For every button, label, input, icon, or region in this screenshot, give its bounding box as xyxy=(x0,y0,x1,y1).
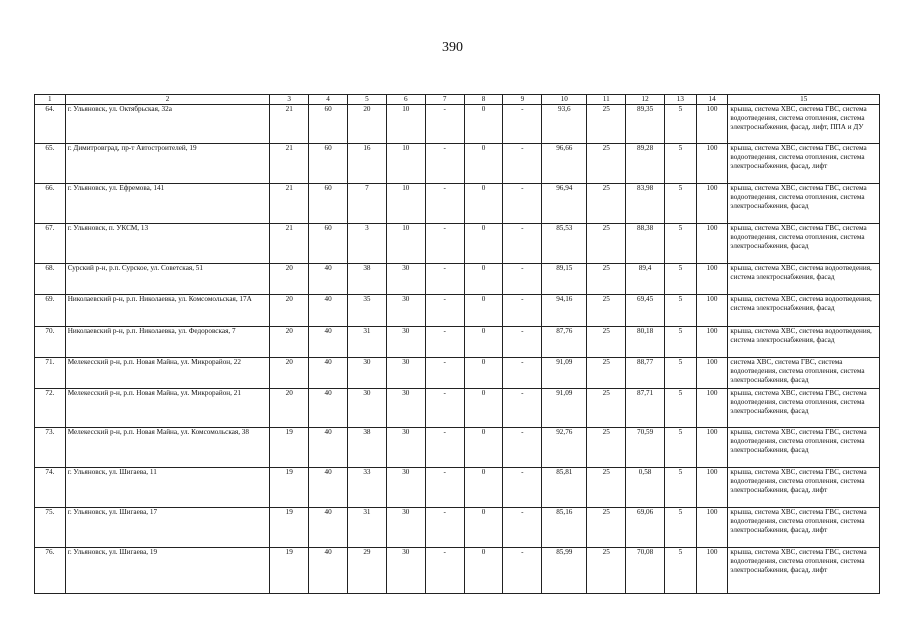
value-cell: 5 xyxy=(665,389,697,428)
table-row xyxy=(35,548,880,594)
value-cell: 19 xyxy=(270,428,309,468)
value-cell: 100 xyxy=(696,389,728,428)
row-number-cell: 74. xyxy=(35,468,66,508)
value-cell: 38 xyxy=(348,264,387,295)
value-cell: 100 xyxy=(696,358,728,389)
row-number-cell: 64. xyxy=(35,105,66,144)
column-number: 11 xyxy=(587,95,626,105)
address-cell: г. Ульяновск, ул. Октябрьская, 32а xyxy=(65,105,270,144)
value-cell: 0 xyxy=(464,468,503,508)
value-cell: 25 xyxy=(587,184,626,224)
row-number-cell: 65. xyxy=(35,144,66,184)
value-cell: 0 xyxy=(464,327,503,358)
value-cell: - xyxy=(503,548,542,594)
value-cell: 100 xyxy=(696,548,728,594)
value-cell: 40 xyxy=(309,264,348,295)
value-cell: 30 xyxy=(386,389,425,428)
value-cell: 5 xyxy=(665,144,697,184)
works-list-cell: крыша, система ХВС, система ГВС, система водоотведения, система отопления, система электроснабжения, фасад, лифт xyxy=(728,468,880,508)
value-cell: 0 xyxy=(464,508,503,548)
row-number-cell: 75. xyxy=(35,508,66,548)
value-cell: 20 xyxy=(270,327,309,358)
column-number: 9 xyxy=(503,95,542,105)
value-cell: 25 xyxy=(587,295,626,327)
value-cell: 80,18 xyxy=(626,327,665,358)
address-cell: г. Ульяновск, ул. Ефремова, 141 xyxy=(65,184,270,224)
value-cell: 25 xyxy=(587,358,626,389)
value-cell: 100 xyxy=(696,105,728,144)
value-cell: 10 xyxy=(386,224,425,264)
value-cell: 40 xyxy=(309,548,348,594)
works-list-cell: система ХВС, система ГВС, система водоотведения, система отопления, система электроснабжения, фасад xyxy=(728,358,880,389)
value-cell: 89,4 xyxy=(626,264,665,295)
column-number: 15 xyxy=(728,95,880,105)
value-cell: 25 xyxy=(587,105,626,144)
value-cell: 25 xyxy=(587,508,626,548)
value-cell: 30 xyxy=(386,358,425,389)
row-number-cell: 73. xyxy=(35,428,66,468)
column-number: 14 xyxy=(696,95,728,105)
value-cell: - xyxy=(503,508,542,548)
works-list-cell: крыша, система ХВС, система ГВС, система водоотведения, система отопления, система электроснабжения, фасад, лифт xyxy=(728,144,880,184)
works-list-cell: крыша, система ХВС, система ГВС, система водоотведения, система отопления, система электроснабжения, фасад xyxy=(728,224,880,264)
value-cell: 20 xyxy=(348,105,387,144)
value-cell: - xyxy=(425,508,464,548)
registry-table xyxy=(34,94,880,594)
works-list-cell: крыша, система ХВС, система ГВС, система водоотведения, система отопления, система электроснабжения, фасад xyxy=(728,184,880,224)
value-cell: 19 xyxy=(270,508,309,548)
value-cell: 7 xyxy=(348,184,387,224)
value-cell: 0,58 xyxy=(626,468,665,508)
value-cell: 85,81 xyxy=(542,468,587,508)
value-cell: 60 xyxy=(309,144,348,184)
value-cell: - xyxy=(503,468,542,508)
value-cell: - xyxy=(425,428,464,468)
works-list-cell: крыша, система ХВС, система ГВС, система водоотведения, система отопления, система электроснабжения, фасад xyxy=(728,389,880,428)
value-cell: 0 xyxy=(464,358,503,389)
value-cell: 92,76 xyxy=(542,428,587,468)
value-cell: 91,09 xyxy=(542,389,587,428)
table-row xyxy=(35,224,880,264)
address-cell: Николаевский р-н, р.п. Николаевка, ул. Комсомольская, 17А xyxy=(65,295,270,327)
value-cell: 20 xyxy=(270,358,309,389)
column-number: 5 xyxy=(348,95,387,105)
row-number-cell: 70. xyxy=(35,327,66,358)
value-cell: 0 xyxy=(464,105,503,144)
value-cell: - xyxy=(425,224,464,264)
value-cell: 0 xyxy=(464,184,503,224)
works-list-cell: крыша, система ХВС, система ГВС, система водоотведения, система отопления, система электроснабжения, фасад, лифт, ППА и ДУ xyxy=(728,105,880,144)
value-cell: 16 xyxy=(348,144,387,184)
value-cell: 29 xyxy=(348,548,387,594)
address-cell: Мелекесский р-н, р.п. Новая Майна, ул. Комсомольская, 38 xyxy=(65,428,270,468)
table-row xyxy=(35,428,880,468)
value-cell: 40 xyxy=(309,327,348,358)
value-cell: 83,98 xyxy=(626,184,665,224)
address-cell: Мелекесский р-н, р.п. Новая Майна, ул. Микрорайон, 21 xyxy=(65,389,270,428)
value-cell: 5 xyxy=(665,327,697,358)
value-cell: 40 xyxy=(309,389,348,428)
value-cell: - xyxy=(425,105,464,144)
value-cell: 60 xyxy=(309,184,348,224)
value-cell: 5 xyxy=(665,184,697,224)
works-list-cell: крыша, система ХВС, система ГВС, система водоотведения, система отопления, система электроснабжения, фасад, лифт xyxy=(728,508,880,548)
value-cell: 89,15 xyxy=(542,264,587,295)
table-row xyxy=(35,105,880,144)
address-cell: Сурский р-н, р.п. Сурское, ул. Советская, 51 xyxy=(65,264,270,295)
value-cell: 31 xyxy=(348,508,387,548)
value-cell: 100 xyxy=(696,428,728,468)
value-cell: 30 xyxy=(348,358,387,389)
value-cell: - xyxy=(425,468,464,508)
column-number: 3 xyxy=(270,95,309,105)
works-list-cell: крыша, система ХВС, система ГВС, система водоотведения, система отопления, система электроснабжения, фасад xyxy=(728,428,880,468)
value-cell: - xyxy=(503,224,542,264)
value-cell: 85,16 xyxy=(542,508,587,548)
value-cell: 20 xyxy=(270,295,309,327)
value-cell: 0 xyxy=(464,389,503,428)
value-cell: 69,45 xyxy=(626,295,665,327)
value-cell: 94,16 xyxy=(542,295,587,327)
value-cell: 21 xyxy=(270,224,309,264)
value-cell: - xyxy=(503,295,542,327)
value-cell: - xyxy=(503,264,542,295)
value-cell: 5 xyxy=(665,428,697,468)
value-cell: 25 xyxy=(587,264,626,295)
value-cell: 21 xyxy=(270,184,309,224)
value-cell: 25 xyxy=(587,224,626,264)
value-cell: 69,06 xyxy=(626,508,665,548)
column-number-row xyxy=(35,95,880,105)
value-cell: 5 xyxy=(665,548,697,594)
address-cell: г. Димитровград, пр-т Автостроителей, 19 xyxy=(65,144,270,184)
value-cell: - xyxy=(503,327,542,358)
value-cell: 30 xyxy=(386,548,425,594)
value-cell: - xyxy=(425,358,464,389)
address-cell: г. Ульяновск, ул. Шигаева, 11 xyxy=(65,468,270,508)
row-number-cell: 66. xyxy=(35,184,66,224)
value-cell: 93,6 xyxy=(542,105,587,144)
value-cell: 0 xyxy=(464,144,503,184)
value-cell: - xyxy=(503,105,542,144)
value-cell: 25 xyxy=(587,389,626,428)
value-cell: - xyxy=(503,144,542,184)
value-cell: 30 xyxy=(386,295,425,327)
column-number: 2 xyxy=(65,95,270,105)
value-cell: 5 xyxy=(665,105,697,144)
column-number: 13 xyxy=(665,95,697,105)
value-cell: 40 xyxy=(309,358,348,389)
value-cell: 88,77 xyxy=(626,358,665,389)
value-cell: 5 xyxy=(665,468,697,508)
value-cell: 35 xyxy=(348,295,387,327)
value-cell: 5 xyxy=(665,358,697,389)
value-cell: 31 xyxy=(348,327,387,358)
value-cell: 25 xyxy=(587,468,626,508)
value-cell: 19 xyxy=(270,468,309,508)
value-cell: - xyxy=(425,144,464,184)
value-cell: - xyxy=(503,358,542,389)
value-cell: 87,76 xyxy=(542,327,587,358)
works-list-cell: крыша, система ХВС, система водоотведения, система электроснабжения, фасад xyxy=(728,327,880,358)
value-cell: 88,38 xyxy=(626,224,665,264)
row-number-cell: 72. xyxy=(35,389,66,428)
value-cell: - xyxy=(425,295,464,327)
value-cell: 40 xyxy=(309,295,348,327)
value-cell: - xyxy=(425,389,464,428)
value-cell: 100 xyxy=(696,184,728,224)
value-cell: 100 xyxy=(696,468,728,508)
value-cell: 70,59 xyxy=(626,428,665,468)
value-cell: 33 xyxy=(348,468,387,508)
value-cell: 96,94 xyxy=(542,184,587,224)
value-cell: 10 xyxy=(386,144,425,184)
table-row xyxy=(35,468,880,508)
value-cell: 38 xyxy=(348,428,387,468)
value-cell: 30 xyxy=(348,389,387,428)
value-cell: 96,66 xyxy=(542,144,587,184)
column-number: 6 xyxy=(386,95,425,105)
value-cell: 0 xyxy=(464,224,503,264)
value-cell: 40 xyxy=(309,468,348,508)
value-cell: 20 xyxy=(270,264,309,295)
value-cell: 21 xyxy=(270,144,309,184)
value-cell: 25 xyxy=(587,428,626,468)
table-row xyxy=(35,144,880,184)
value-cell: 25 xyxy=(587,548,626,594)
works-list-cell: крыша, система ХВС, система водоотведения, система электроснабжения, фасад xyxy=(728,295,880,327)
column-number: 8 xyxy=(464,95,503,105)
value-cell: - xyxy=(425,327,464,358)
value-cell: 19 xyxy=(270,548,309,594)
table-row xyxy=(35,264,880,295)
row-number-cell: 68. xyxy=(35,264,66,295)
row-number-cell: 67. xyxy=(35,224,66,264)
value-cell: 40 xyxy=(309,428,348,468)
value-cell: - xyxy=(425,264,464,295)
table-row xyxy=(35,358,880,389)
value-cell: 21 xyxy=(270,105,309,144)
value-cell: - xyxy=(425,548,464,594)
value-cell: 100 xyxy=(696,327,728,358)
value-cell: 100 xyxy=(696,508,728,548)
value-cell: 70,08 xyxy=(626,548,665,594)
address-cell: г. Ульяновск, ул. Шигаева, 19 xyxy=(65,548,270,594)
value-cell: 100 xyxy=(696,295,728,327)
table-body xyxy=(35,95,880,594)
table-row xyxy=(35,184,880,224)
address-cell: Мелекесский р-н, р.п. Новая Майна, ул. Микрорайон, 22 xyxy=(65,358,270,389)
table-row xyxy=(35,327,880,358)
value-cell: 89,35 xyxy=(626,105,665,144)
value-cell: 25 xyxy=(587,144,626,184)
value-cell: - xyxy=(503,428,542,468)
value-cell: 85,99 xyxy=(542,548,587,594)
table-row xyxy=(35,295,880,327)
row-number-cell: 71. xyxy=(35,358,66,389)
column-number: 1 xyxy=(35,95,66,105)
table-row xyxy=(35,508,880,548)
value-cell: 25 xyxy=(587,327,626,358)
row-number-cell: 76. xyxy=(35,548,66,594)
value-cell: 100 xyxy=(696,264,728,295)
value-cell: 5 xyxy=(665,264,697,295)
value-cell: - xyxy=(425,184,464,224)
value-cell: 85,53 xyxy=(542,224,587,264)
value-cell: 5 xyxy=(665,295,697,327)
value-cell: 3 xyxy=(348,224,387,264)
table-row xyxy=(35,389,880,428)
works-list-cell: крыша, система ХВС, система ГВС, система водоотведения, система отопления, система электроснабжения, фасад, лифт xyxy=(728,548,880,594)
column-number: 12 xyxy=(626,95,665,105)
value-cell: 87,71 xyxy=(626,389,665,428)
page-number: 390 xyxy=(442,40,463,55)
value-cell: 40 xyxy=(309,508,348,548)
works-list-cell: крыша, система ХВС, система водоотведения, система электроснабжения, фасад xyxy=(728,264,880,295)
value-cell: 91,09 xyxy=(542,358,587,389)
value-cell: 10 xyxy=(386,105,425,144)
value-cell: 100 xyxy=(696,144,728,184)
value-cell: 0 xyxy=(464,295,503,327)
value-cell: 30 xyxy=(386,428,425,468)
address-cell: г. Ульяновск, п. УКСМ, 13 xyxy=(65,224,270,264)
value-cell: 30 xyxy=(386,508,425,548)
value-cell: 0 xyxy=(464,548,503,594)
column-number: 4 xyxy=(309,95,348,105)
row-number-cell: 69. xyxy=(35,295,66,327)
value-cell: 60 xyxy=(309,105,348,144)
value-cell: 5 xyxy=(665,224,697,264)
value-cell: 30 xyxy=(386,327,425,358)
value-cell: - xyxy=(503,184,542,224)
column-number: 7 xyxy=(425,95,464,105)
value-cell: 20 xyxy=(270,389,309,428)
value-cell: 30 xyxy=(386,264,425,295)
value-cell: 89,28 xyxy=(626,144,665,184)
value-cell: 0 xyxy=(464,428,503,468)
value-cell: 0 xyxy=(464,264,503,295)
column-number: 10 xyxy=(542,95,587,105)
value-cell: 60 xyxy=(309,224,348,264)
value-cell: 5 xyxy=(665,508,697,548)
value-cell: - xyxy=(503,389,542,428)
value-cell: 100 xyxy=(696,224,728,264)
address-cell: г. Ульяновск, ул. Шигаева, 17 xyxy=(65,508,270,548)
value-cell: 10 xyxy=(386,184,425,224)
address-cell: Николаевский р-н, р.п. Николаевка, ул. Федоровская, 7 xyxy=(65,327,270,358)
value-cell: 30 xyxy=(386,468,425,508)
